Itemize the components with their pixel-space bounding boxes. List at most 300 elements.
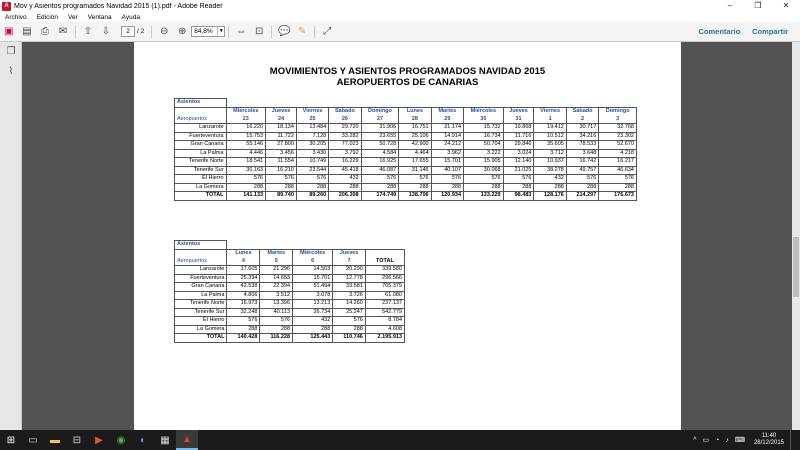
seat-value: 3.430 bbox=[296, 149, 328, 158]
seat-value: 3.648 bbox=[566, 149, 598, 158]
date-header: 2 bbox=[566, 115, 598, 123]
day-header: Miércoles bbox=[464, 107, 504, 115]
table-row bbox=[175, 274, 405, 283]
page-number-input[interactable]: 2 bbox=[121, 26, 135, 37]
seat-value: 16.734 bbox=[464, 132, 504, 141]
toolbar-separator bbox=[75, 26, 76, 38]
date-header: 29 bbox=[431, 115, 463, 123]
seat-value: 14.503 bbox=[293, 266, 333, 275]
seat-value: 3.456 bbox=[266, 149, 297, 158]
table-header-row bbox=[175, 241, 405, 250]
chrome-icon[interactable]: ◉ bbox=[116, 434, 126, 446]
seat-value: 38.278 bbox=[534, 166, 566, 175]
task-view-icon[interactable]: ▭ bbox=[28, 434, 38, 446]
seat-value: 17.655 bbox=[399, 158, 431, 167]
date-header: 24 bbox=[266, 115, 297, 123]
seat-value: 339.580 bbox=[365, 266, 404, 275]
seat-value: 3.222 bbox=[464, 149, 504, 158]
table-row bbox=[175, 132, 637, 141]
clock[interactable] bbox=[754, 433, 784, 447]
print-icon[interactable]: ⎙ bbox=[41, 26, 49, 37]
chevron-down-icon: ▼ bbox=[218, 28, 224, 34]
seat-value: 30.205 bbox=[296, 141, 328, 150]
left-nav-panel bbox=[0, 42, 22, 430]
keyboard-icon[interactable]: ⌨ bbox=[734, 437, 745, 444]
seat-value: 288 bbox=[266, 183, 297, 192]
header-corner bbox=[175, 249, 227, 257]
seat-value: 16.742 bbox=[566, 158, 598, 167]
seat-value: 705.379 bbox=[365, 283, 404, 292]
airport-name: Gran Canaria bbox=[175, 283, 227, 292]
seat-value: 237.137 bbox=[365, 300, 404, 309]
table-row bbox=[175, 283, 405, 292]
seat-value: 40.113 bbox=[260, 308, 293, 317]
seat-value: 576 bbox=[333, 317, 366, 326]
table-row bbox=[175, 124, 637, 133]
header-spacer bbox=[227, 241, 405, 250]
seat-value: 288 bbox=[503, 183, 534, 192]
day-header: Martes bbox=[260, 249, 293, 257]
menu-bar bbox=[0, 12, 800, 22]
seat-value: 3.962 bbox=[431, 149, 463, 158]
seat-value: 288 bbox=[329, 183, 361, 192]
seat-value: 45.418 bbox=[329, 166, 361, 175]
seat-value: 174.749 bbox=[361, 192, 399, 201]
table-row bbox=[175, 175, 637, 184]
system-tray bbox=[690, 430, 800, 450]
seat-value: 576 bbox=[399, 175, 431, 184]
seat-value: 288 bbox=[226, 183, 266, 192]
menu-archivo[interactable]: Archivo bbox=[5, 13, 27, 21]
section-label: Asientos bbox=[175, 99, 227, 108]
create-pdf-icon[interactable]: ▣ bbox=[4, 26, 14, 37]
airport-name: La Palma bbox=[175, 149, 227, 158]
airport-name: La Gomera bbox=[175, 325, 227, 334]
windows-start-icon[interactable]: ⊞ bbox=[6, 434, 16, 446]
highlight-icon[interactable]: ✎ bbox=[298, 26, 307, 37]
up-arrow-icon[interactable]: ^ bbox=[693, 436, 697, 444]
comment-bubble-icon[interactable]: 💬 bbox=[278, 26, 291, 37]
seat-value: 55.146 bbox=[226, 141, 266, 150]
airport-name: Tenerife Sur bbox=[175, 308, 227, 317]
seat-value: 19.412 bbox=[534, 124, 566, 133]
seat-value: 12.140 bbox=[503, 158, 534, 167]
media-player-icon[interactable]: ▶ bbox=[95, 434, 103, 446]
seat-value: 31.906 bbox=[361, 124, 399, 133]
document-title-line1: MOVIMIENTOS Y ASIENTOS PROGRAMADOS NAVIDAD 2015 bbox=[269, 66, 546, 77]
maximize-button[interactable]: ❐ bbox=[754, 1, 762, 10]
airport-name: TOTAL bbox=[175, 192, 227, 201]
vertical-scrollbar[interactable] bbox=[792, 42, 800, 430]
attachment-icon[interactable]: ⌇ bbox=[8, 66, 14, 77]
toolbar-separator bbox=[228, 26, 229, 38]
seat-value: 138.706 bbox=[399, 192, 431, 201]
day-header: Jueves bbox=[503, 107, 534, 115]
seat-value: 13.484 bbox=[296, 124, 328, 133]
table-row bbox=[175, 325, 405, 334]
date-header: 23 bbox=[226, 115, 266, 123]
minimize-button[interactable]: – bbox=[727, 1, 733, 10]
seat-value: 27.800 bbox=[266, 141, 297, 150]
seat-value: 432 bbox=[329, 175, 361, 184]
seat-value: 32.248 bbox=[227, 308, 260, 317]
fit-width-icon[interactable]: ⇔ bbox=[236, 26, 247, 37]
seats-table-1 bbox=[174, 98, 637, 201]
seat-value: 33.581 bbox=[333, 283, 366, 292]
zoom-out-icon[interactable]: ⊖ bbox=[160, 26, 169, 37]
seats-table-2 bbox=[174, 240, 405, 343]
seat-value: 30.163 bbox=[226, 166, 266, 175]
seat-value: 125.443 bbox=[293, 334, 333, 343]
seat-value: 576 bbox=[599, 175, 637, 184]
day-header: Sábado bbox=[329, 107, 361, 115]
battery-icon[interactable]: ▭ bbox=[702, 437, 710, 444]
pdf-icon: A bbox=[2, 2, 11, 11]
seat-value: 13.396 bbox=[260, 300, 293, 309]
seat-value: 16.973 bbox=[227, 300, 260, 309]
seat-value: 288 bbox=[534, 183, 566, 192]
title-bar bbox=[0, 0, 800, 12]
seat-value: 288 bbox=[296, 183, 328, 192]
seat-value: 25.106 bbox=[399, 132, 431, 141]
date-header: 25 bbox=[296, 115, 328, 123]
day-header: Sábado bbox=[566, 107, 598, 115]
seat-value: 4.608 bbox=[365, 325, 404, 334]
seat-value: 8.784 bbox=[365, 317, 404, 326]
day-header: Viernes bbox=[534, 107, 566, 115]
table-row bbox=[175, 158, 637, 167]
share-button[interactable]: Compartir bbox=[752, 27, 788, 36]
browser-icon[interactable]: ◐ bbox=[139, 434, 147, 446]
date-header: 28 bbox=[399, 115, 431, 123]
seat-value: 15.732 bbox=[464, 124, 504, 133]
seat-value: 576 bbox=[226, 175, 266, 184]
seat-value: 140.428 bbox=[227, 334, 260, 343]
seat-value: 30.717 bbox=[566, 124, 598, 133]
seat-value: 16.229 bbox=[329, 158, 361, 167]
seat-value: 32.768 bbox=[599, 124, 637, 133]
seat-value: 11.716 bbox=[503, 132, 534, 141]
airport-name: Fuerteventura bbox=[175, 132, 227, 141]
date-header: 4 bbox=[227, 257, 260, 265]
seat-value: 432 bbox=[534, 175, 566, 184]
clock-date: 28/12/2015 bbox=[753, 440, 784, 446]
airport-name: Lanzarote bbox=[175, 266, 227, 275]
seat-value: 15.701 bbox=[293, 274, 333, 283]
total-header: TOTAL bbox=[365, 257, 404, 265]
seat-value: 25.394 bbox=[227, 274, 260, 283]
seat-value: 288 bbox=[464, 183, 504, 192]
seat-value: 21.174 bbox=[431, 124, 463, 133]
seat-value: 16.925 bbox=[361, 158, 399, 167]
scrollbar-thumb[interactable] bbox=[793, 237, 799, 297]
seat-value: 40.107 bbox=[431, 166, 463, 175]
seat-value: 3.512 bbox=[260, 291, 293, 300]
seat-value: 288 bbox=[431, 183, 463, 192]
menu-ver[interactable]: Ver bbox=[68, 13, 78, 21]
email-icon[interactable]: ✉ bbox=[58, 26, 68, 37]
date-header: 27 bbox=[361, 115, 399, 123]
seat-value: 18.541 bbox=[226, 158, 266, 167]
seat-value: 50.728 bbox=[361, 141, 399, 150]
seat-value: 21.025 bbox=[503, 166, 534, 175]
table-header-row bbox=[175, 107, 637, 115]
airport-name: Tenerife Norte bbox=[175, 158, 227, 167]
seat-value: 23.302 bbox=[599, 132, 637, 141]
seat-value: 77.023 bbox=[329, 141, 361, 150]
seat-value: 23.655 bbox=[361, 132, 399, 141]
seat-value: 4.464 bbox=[399, 149, 431, 158]
table-row bbox=[175, 291, 405, 300]
seat-value: 11.554 bbox=[266, 158, 297, 167]
seat-value: 15.905 bbox=[464, 158, 504, 167]
seat-value: 214.297 bbox=[566, 192, 598, 201]
date-header: 26 bbox=[329, 115, 361, 123]
seat-value: 3.024 bbox=[503, 149, 534, 158]
seat-value: 89.260 bbox=[296, 192, 328, 201]
zoom-value: 84,8% bbox=[194, 28, 213, 35]
seat-value: 89.740 bbox=[266, 192, 297, 201]
seat-value: 21.296 bbox=[260, 266, 293, 275]
seat-value: 288 bbox=[361, 183, 399, 192]
comment-button[interactable]: Comentario bbox=[698, 27, 741, 36]
seat-value: 206.308 bbox=[329, 192, 361, 201]
seat-value: 78.533 bbox=[566, 141, 598, 150]
store-icon[interactable]: ⊟ bbox=[72, 434, 82, 446]
seat-value: 46.634 bbox=[599, 166, 637, 175]
seat-value: 116.228 bbox=[260, 334, 293, 343]
seat-value: 33.282 bbox=[329, 132, 361, 141]
calculator-icon[interactable]: ▦ bbox=[160, 434, 170, 446]
pages-icon[interactable]: ❐ bbox=[6, 46, 16, 57]
seat-value: 50.704 bbox=[464, 141, 504, 150]
seat-value: 29.846 bbox=[503, 141, 534, 150]
table-header-row bbox=[175, 115, 637, 123]
seat-value: 10.512 bbox=[534, 132, 566, 141]
seat-value: 49.757 bbox=[566, 166, 598, 175]
seat-value: 576 bbox=[227, 317, 260, 326]
airport-name: Lanzarote bbox=[175, 124, 227, 133]
seat-value: 46.087 bbox=[361, 166, 399, 175]
seat-value: 51.494 bbox=[293, 283, 333, 292]
seat-value: 288 bbox=[399, 183, 431, 192]
day-header: Lunes bbox=[227, 249, 260, 257]
next-page-icon[interactable]: ⇩ bbox=[101, 26, 111, 37]
seat-value: 16.210 bbox=[266, 166, 297, 175]
seat-value: 4.446 bbox=[226, 149, 266, 158]
file-explorer-icon[interactable]: ▬ bbox=[50, 434, 60, 446]
menu-ventana[interactable]: Ventana bbox=[87, 13, 112, 21]
seat-value: 30.068 bbox=[464, 166, 504, 175]
date-header: 5 bbox=[260, 257, 293, 265]
show-desktop-button[interactable] bbox=[790, 430, 800, 450]
window-controls bbox=[716, 0, 800, 12]
airport-name: TOTAL bbox=[175, 334, 227, 343]
seat-value: 10.749 bbox=[296, 158, 328, 167]
network-icon[interactable]: ◔ bbox=[715, 436, 720, 444]
date-header: 30 bbox=[464, 115, 504, 123]
seat-value: 288 bbox=[260, 325, 293, 334]
seat-value: 12.778 bbox=[333, 274, 366, 283]
airport-name: El Hierro bbox=[175, 175, 227, 184]
seat-value: 22.394 bbox=[260, 283, 293, 292]
seat-value: 288 bbox=[566, 183, 598, 192]
seat-value: 3.792 bbox=[329, 149, 361, 158]
seat-value: 17.605 bbox=[227, 266, 260, 275]
day-header: Martes bbox=[431, 107, 463, 115]
seat-value: 24.212 bbox=[431, 141, 463, 150]
seat-value: 576 bbox=[266, 175, 297, 184]
close-button[interactable]: ✕ bbox=[782, 1, 790, 10]
adobe-reader-taskbar-icon[interactable]: ▲ bbox=[176, 430, 198, 450]
seat-value: 576 bbox=[296, 175, 328, 184]
window-title: Mov y Asientos programados Navidad 2015 (1).pdf - Adobe Reader bbox=[14, 2, 223, 10]
total-row bbox=[175, 334, 405, 343]
airport-name: La Palma bbox=[175, 291, 227, 300]
seat-value: 4.218 bbox=[599, 149, 637, 158]
seat-value: 16.220 bbox=[226, 124, 266, 133]
seat-value: 576 bbox=[464, 175, 504, 184]
day-header: Miércoles bbox=[293, 249, 333, 257]
seat-value: 52.670 bbox=[599, 141, 637, 150]
day-header: Jueves bbox=[333, 249, 366, 257]
seat-value: 432 bbox=[293, 317, 333, 326]
seat-value: 23.544 bbox=[296, 166, 328, 175]
table-row bbox=[175, 300, 405, 309]
toolbar-separator bbox=[271, 26, 272, 38]
seat-value: 14.260 bbox=[333, 300, 366, 309]
seat-value: 576 bbox=[260, 317, 293, 326]
day-header: Viernes bbox=[296, 107, 328, 115]
row-header-label: Aeropuertos bbox=[175, 257, 227, 265]
date-header: 7 bbox=[333, 257, 366, 265]
seat-value: 42.538 bbox=[227, 283, 260, 292]
date-header: 31 bbox=[503, 115, 534, 123]
document-viewport[interactable] bbox=[22, 42, 792, 430]
table-row bbox=[175, 266, 405, 275]
seat-value: 3.712 bbox=[534, 149, 566, 158]
seat-value: 133.229 bbox=[464, 192, 504, 201]
volume-icon[interactable]: ♪ bbox=[725, 436, 729, 444]
seat-value: 576 bbox=[361, 175, 399, 184]
airport-name: Gran Canaria bbox=[175, 141, 227, 150]
total-row bbox=[175, 192, 637, 201]
table-header-row bbox=[175, 257, 405, 265]
seat-value: 29.720 bbox=[329, 124, 361, 133]
seat-value: 16.217 bbox=[599, 158, 637, 167]
save-icon[interactable]: ▤ bbox=[22, 26, 32, 37]
section-label: Asientos bbox=[175, 241, 227, 250]
seat-value: 141.133 bbox=[226, 192, 266, 201]
seat-value: 14.653 bbox=[260, 274, 293, 283]
airport-name: El Hierro bbox=[175, 317, 227, 326]
seat-value: 98.483 bbox=[503, 192, 534, 201]
seat-value: 15.753 bbox=[226, 132, 266, 141]
seat-value: 120.934 bbox=[431, 192, 463, 201]
seat-value: 576 bbox=[566, 175, 598, 184]
seat-value: 3.078 bbox=[293, 291, 333, 300]
seat-value: 288 bbox=[599, 183, 637, 192]
fit-page-icon[interactable]: ⊡ bbox=[255, 26, 264, 37]
airport-name: La Gomera bbox=[175, 183, 227, 192]
previous-page-icon[interactable]: ⇧ bbox=[83, 26, 93, 37]
seat-value: 288 bbox=[293, 325, 333, 334]
seat-value: 15.701 bbox=[431, 158, 463, 167]
zoom-in-icon[interactable]: ⊕ bbox=[178, 26, 187, 37]
airport-name: Tenerife Norte bbox=[175, 300, 227, 309]
day-header: Jueves bbox=[266, 107, 297, 115]
day-header: Lunes bbox=[399, 107, 431, 115]
date-header: 3 bbox=[599, 115, 637, 123]
seat-value: 26.734 bbox=[293, 308, 333, 317]
seat-value: 176.673 bbox=[599, 192, 637, 201]
row-header-label: Aeropuertos bbox=[175, 115, 227, 123]
seat-value: 42.900 bbox=[399, 141, 431, 150]
day-header: Miércoles bbox=[226, 107, 266, 115]
table-row bbox=[175, 183, 637, 192]
toolbar-separator bbox=[151, 26, 152, 38]
seat-value: 542.779 bbox=[365, 308, 404, 317]
toolbar-right bbox=[698, 27, 800, 36]
seat-value: 61.080 bbox=[365, 291, 404, 300]
seat-value: 18.134 bbox=[266, 124, 297, 133]
toolbar bbox=[0, 22, 800, 42]
seat-value: 576 bbox=[503, 175, 534, 184]
seat-value: 4.806 bbox=[227, 291, 260, 300]
seat-value: 288 bbox=[227, 325, 260, 334]
page-total-label: / 2 bbox=[137, 28, 145, 35]
pdf-page bbox=[134, 42, 681, 430]
seat-value: 25.247 bbox=[333, 308, 366, 317]
seat-value: 10.937 bbox=[534, 158, 566, 167]
header-corner bbox=[175, 107, 227, 115]
table-row bbox=[175, 166, 637, 175]
total-header-spacer bbox=[365, 249, 404, 257]
table-header-row bbox=[175, 249, 405, 257]
seat-value: 20.290 bbox=[333, 266, 366, 275]
seat-value: 3.726 bbox=[333, 291, 366, 300]
seat-value: 14.914 bbox=[431, 132, 463, 141]
taskbar bbox=[0, 430, 800, 450]
seat-value: 19.868 bbox=[503, 124, 534, 133]
seat-value: 11.722 bbox=[266, 132, 297, 141]
table-header-row bbox=[175, 99, 637, 108]
zoom-select[interactable] bbox=[191, 26, 225, 37]
seat-value: 7.128 bbox=[296, 132, 328, 141]
seat-value: 13.213 bbox=[293, 300, 333, 309]
seat-value: 2.195.913 bbox=[365, 334, 404, 343]
menu-ayuda[interactable]: Ayuda bbox=[121, 13, 140, 21]
date-header: 1 bbox=[534, 115, 566, 123]
table-row bbox=[175, 317, 405, 326]
seat-value: 128.176 bbox=[534, 192, 566, 201]
seat-value: 16.751 bbox=[399, 124, 431, 133]
toolbar-separator bbox=[314, 26, 315, 38]
header-spacer bbox=[226, 99, 636, 108]
menu-edicion[interactable]: Edición bbox=[36, 13, 59, 21]
document-title-line2: AEROPUERTOS DE CANARIAS bbox=[336, 77, 479, 88]
airport-name: Fuerteventura bbox=[175, 274, 227, 283]
seat-value: 31.146 bbox=[399, 166, 431, 175]
airport-name: Tenerife Sur bbox=[175, 166, 227, 175]
seat-value: 288 bbox=[333, 325, 366, 334]
seat-value: 296.566 bbox=[365, 274, 404, 283]
seat-value: 35.605 bbox=[534, 141, 566, 150]
seat-value: 4.584 bbox=[361, 149, 399, 158]
clock-time: 11:40 bbox=[761, 433, 777, 439]
table-row bbox=[175, 149, 637, 158]
expand-icon[interactable]: ⤢ bbox=[323, 26, 332, 37]
